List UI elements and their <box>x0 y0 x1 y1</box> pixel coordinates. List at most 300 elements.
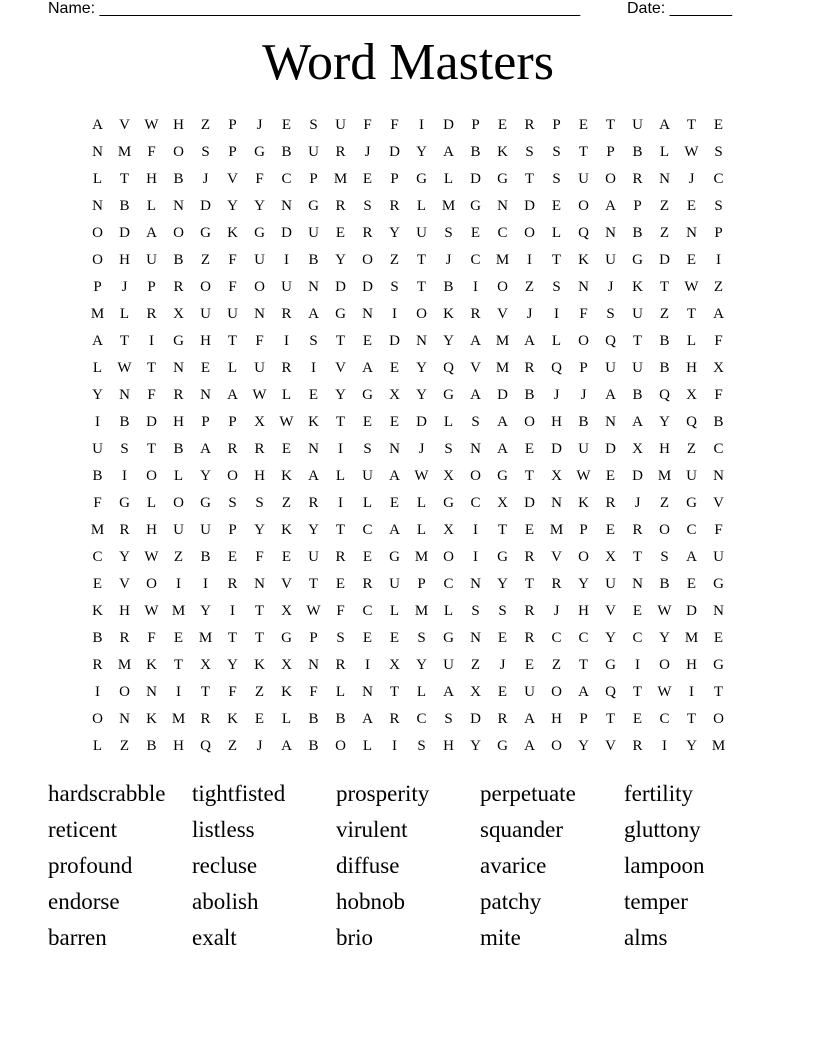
grid-letter: B <box>92 468 103 484</box>
grid-letter: V <box>713 495 724 511</box>
grid-letter: N <box>92 144 103 160</box>
grid-letter: W <box>684 144 699 160</box>
grid-letter: P <box>228 414 237 430</box>
grid-letter: R <box>173 387 184 403</box>
grid-letter: J <box>634 495 641 511</box>
grid-letter: B <box>308 738 319 754</box>
grid-letter: R <box>632 171 643 187</box>
grid-letter: W <box>279 414 294 430</box>
grid-letter: D <box>362 279 373 295</box>
grid-letter: K <box>578 252 589 268</box>
grid-letter: H <box>254 468 265 484</box>
grid-letter: U <box>362 468 373 484</box>
grid-letter: R <box>335 657 346 673</box>
grid-letter: N <box>416 333 427 349</box>
grid-letter: Y <box>686 738 697 754</box>
grid-letter: J <box>553 603 560 619</box>
grid-letter: I <box>473 549 478 565</box>
grid-letter: R <box>308 495 319 511</box>
grid-letter: O <box>173 495 184 511</box>
grid-letter: F <box>579 306 588 322</box>
grid-letter: P <box>714 225 723 241</box>
grid-letter: O <box>362 252 373 268</box>
grid-letter: K <box>92 603 103 619</box>
grid-letter: D <box>146 414 157 430</box>
grid-letter: H <box>659 441 670 457</box>
grid-letter: H <box>146 522 157 538</box>
grid-letter: D <box>470 711 481 727</box>
grid-letter: E <box>389 495 400 511</box>
grid-letter: D <box>200 198 211 214</box>
word-list-item: endorse <box>48 889 120 914</box>
grid-letter: Y <box>308 522 319 538</box>
grid-letter: N <box>173 198 184 214</box>
grid-letter: N <box>308 441 319 457</box>
grid-letter: F <box>255 171 264 187</box>
grid-letter: S <box>444 225 453 241</box>
grid-letter: M <box>414 549 429 565</box>
grid-letter: B <box>119 198 130 214</box>
grid-letter: T <box>605 711 616 727</box>
grid-letter: N <box>308 657 319 673</box>
grid-letter: C <box>416 711 427 727</box>
grid-letter: W <box>144 549 159 565</box>
grid-letter: N <box>605 414 616 430</box>
grid-letter: H <box>146 171 157 187</box>
grid-letter: P <box>147 279 156 295</box>
grid-letter: K <box>497 144 508 160</box>
grid-letter: B <box>146 738 157 754</box>
grid-letter: L <box>416 495 427 511</box>
grid-letter: T <box>173 657 184 673</box>
grid-letter: I <box>122 468 127 484</box>
grid-letter: A <box>497 414 508 430</box>
grid-letter: L <box>227 360 238 376</box>
grid-letter: Y <box>119 549 130 565</box>
grid-letter: A <box>713 306 724 322</box>
grid-letter: M <box>333 171 348 187</box>
grid-letter: R <box>200 711 211 727</box>
grid-letter: L <box>416 522 427 538</box>
grid-letter: B <box>713 414 724 430</box>
grid-letter: N <box>362 684 373 700</box>
grid-letter: R <box>524 603 535 619</box>
grid-letter: Y <box>659 630 670 646</box>
grid-letter: H <box>578 603 589 619</box>
grid-letter: H <box>200 333 211 349</box>
grid-letter: G <box>281 630 292 646</box>
grid-letter: T <box>119 171 130 187</box>
word-list-item: profound <box>48 853 133 878</box>
grid-letter: I <box>284 333 289 349</box>
grid-letter: E <box>578 117 589 133</box>
grid-letter: D <box>416 414 427 430</box>
grid-letter: A <box>605 387 616 403</box>
grid-letter: V <box>119 117 130 133</box>
grid-letter: T <box>686 711 697 727</box>
word-list-item: reticent <box>48 817 117 842</box>
grid-letter: E <box>389 360 400 376</box>
grid-letter: S <box>525 144 534 160</box>
grid-letter: O <box>146 576 157 592</box>
grid-letter: O <box>659 522 670 538</box>
grid-letter: T <box>632 684 643 700</box>
grid-letter: P <box>228 144 237 160</box>
grid-letter: M <box>90 522 105 538</box>
grid-letter: H <box>686 657 697 673</box>
grid-letter: Z <box>659 198 670 214</box>
grid-letter: N <box>119 711 130 727</box>
grid-letter: H <box>119 603 130 619</box>
grid-letter: B <box>632 387 643 403</box>
grid-letter: R <box>146 306 157 322</box>
grid-letter: T <box>578 657 589 673</box>
grid-letter: W <box>252 387 267 403</box>
grid-letter: Y <box>92 387 103 403</box>
grid-letter: E <box>362 630 373 646</box>
grid-letter: A <box>524 738 535 754</box>
grid-letter: R <box>389 711 400 727</box>
grid-letter: F <box>255 333 264 349</box>
grid-letter: Y <box>227 657 238 673</box>
grid-letter: F <box>228 279 237 295</box>
grid-letter: T <box>686 117 697 133</box>
grid-letter: C <box>551 630 562 646</box>
grid-letter: S <box>390 279 399 295</box>
grid-letter: I <box>392 738 397 754</box>
grid-letter: M <box>90 306 105 322</box>
grid-letter: R <box>254 441 265 457</box>
grid-letter: E <box>281 117 292 133</box>
grid-letter: L <box>443 171 454 187</box>
grid-letter: C <box>686 522 697 538</box>
grid-letter: S <box>552 279 561 295</box>
grid-letter: X <box>686 387 697 403</box>
grid-letter: I <box>527 252 532 268</box>
grid-letter: B <box>443 279 454 295</box>
grid-letter: E <box>713 630 724 646</box>
grid-letter: R <box>524 549 535 565</box>
grid-letter: L <box>362 495 373 511</box>
word-list-item: prosperity <box>336 781 430 806</box>
grid-letter: O <box>659 657 670 673</box>
grid-letter: Y <box>254 198 265 214</box>
grid-letter: N <box>713 603 724 619</box>
grid-letter: J <box>553 387 560 403</box>
grid-letter: S <box>714 144 723 160</box>
grid-letter: Q <box>443 360 454 376</box>
grid-letter: S <box>444 441 453 457</box>
grid-letter: S <box>255 495 264 511</box>
grid-letter: Z <box>281 495 292 511</box>
grid-letter: M <box>171 603 186 619</box>
grid-letter: N <box>632 576 643 592</box>
grid-letter: T <box>524 171 535 187</box>
grid-letter: S <box>363 441 372 457</box>
grid-letter: D <box>659 252 670 268</box>
grid-letter: O <box>524 225 535 241</box>
grid-letter: O <box>578 333 589 349</box>
grid-letter: H <box>173 414 184 430</box>
grid-letter: F <box>309 684 318 700</box>
word-list-item: exalt <box>192 925 237 950</box>
grid-letter: W <box>576 468 591 484</box>
grid-letter: D <box>335 279 346 295</box>
grid-letter: X <box>200 657 211 673</box>
grid-letter: Z <box>200 252 211 268</box>
grid-letter: G <box>713 576 724 592</box>
grid-letter: G <box>686 495 697 511</box>
grid-letter: L <box>92 171 103 187</box>
grid-letter: L <box>119 306 130 322</box>
grid-letter: J <box>364 144 371 160</box>
word-list-item: mite <box>480 925 521 950</box>
word-list-item: diffuse <box>336 853 400 878</box>
grid-letter: X <box>497 495 508 511</box>
grid-letter: E <box>686 576 697 592</box>
grid-letter: G <box>173 333 184 349</box>
grid-letter: L <box>362 738 373 754</box>
word-list <box>48 776 768 956</box>
grid-letter: R <box>632 522 643 538</box>
grid-letter: C <box>497 225 508 241</box>
grid-letter: N <box>605 225 616 241</box>
grid-letter: K <box>281 684 292 700</box>
grid-letter: E <box>335 576 346 592</box>
grid-letter: S <box>309 117 318 133</box>
grid-letter: O <box>551 738 562 754</box>
grid-letter: S <box>552 171 561 187</box>
grid-letter: Y <box>416 387 427 403</box>
grid-letter: I <box>635 657 640 673</box>
grid-letter: N <box>173 360 184 376</box>
grid-letter: F <box>147 144 156 160</box>
grid-letter: X <box>281 657 292 673</box>
grid-letter: O <box>92 225 103 241</box>
grid-letter: L <box>551 225 562 241</box>
grid-letter: T <box>578 144 589 160</box>
grid-letter: L <box>92 738 103 754</box>
grid-letter: M <box>441 198 456 214</box>
grid-letter: G <box>389 549 400 565</box>
grid-letter: U <box>227 306 238 322</box>
grid-letter: T <box>200 684 211 700</box>
grid-letter: G <box>200 495 211 511</box>
grid-letter: O <box>335 738 346 754</box>
word-list-item: perpetuate <box>480 781 576 806</box>
header <box>48 0 748 22</box>
grid-letter: J <box>499 657 506 673</box>
grid-letter: W <box>117 360 132 376</box>
grid-letter: E <box>497 117 508 133</box>
grid-letter: L <box>146 495 157 511</box>
grid-letter: A <box>200 441 211 457</box>
grid-letter: U <box>443 657 454 673</box>
grid-letter: S <box>417 738 426 754</box>
grid-letter: T <box>335 414 346 430</box>
grid-letter: T <box>119 333 130 349</box>
grid-letter: E <box>281 549 292 565</box>
grid-letter: T <box>227 333 238 349</box>
grid-letter: E <box>686 198 697 214</box>
word-list-item: alms <box>624 925 668 950</box>
grid-letter: Z <box>389 252 400 268</box>
grid-letter: Y <box>416 657 427 673</box>
grid-letter: C <box>632 630 643 646</box>
grid-letter: O <box>524 414 535 430</box>
grid-letter: T <box>335 333 346 349</box>
grid-letter: O <box>200 279 211 295</box>
grid-letter: Y <box>497 576 508 592</box>
grid-letter: U <box>254 360 265 376</box>
grid-letter: U <box>308 225 319 241</box>
grid-letter: I <box>473 522 478 538</box>
grid-letter: W <box>657 684 672 700</box>
grid-letter: P <box>579 522 588 538</box>
grid-letter: F <box>714 522 723 538</box>
grid-letter: G <box>713 657 724 673</box>
grid-letter: K <box>146 711 157 727</box>
grid-letter: M <box>117 657 132 673</box>
grid-letter: N <box>659 171 670 187</box>
grid-letter: E <box>497 630 508 646</box>
grid-letter: U <box>389 576 400 592</box>
grid-letter: U <box>146 252 157 268</box>
grid-letter: T <box>605 117 616 133</box>
grid-letter: T <box>146 360 157 376</box>
grid-letter: E <box>335 225 346 241</box>
grid-letter: T <box>146 441 157 457</box>
grid-letter: L <box>335 468 346 484</box>
grid-letter: Z <box>713 279 724 295</box>
grid-letter: S <box>363 198 372 214</box>
grid-letter: B <box>200 549 211 565</box>
grid-letter: W <box>306 603 321 619</box>
grid-letter: R <box>335 198 346 214</box>
grid-letter: E <box>686 252 697 268</box>
grid-letter: R <box>281 360 292 376</box>
grid-letter: E <box>524 522 535 538</box>
grid-letter: Y <box>335 387 346 403</box>
grid-letter: F <box>228 684 237 700</box>
grid-letter: X <box>389 657 400 673</box>
grid-letter: T <box>632 549 643 565</box>
grid-letter: O <box>92 252 103 268</box>
grid-letter: G <box>632 252 643 268</box>
grid-letter: U <box>200 306 211 322</box>
grid-letter: G <box>254 225 265 241</box>
grid-letter: E <box>281 441 292 457</box>
grid-letter: E <box>362 333 373 349</box>
grid-letter: G <box>497 549 508 565</box>
date-field-label: Date: _______ <box>627 0 732 17</box>
grid-letter: S <box>552 144 561 160</box>
grid-letter: X <box>443 522 454 538</box>
grid-letter: E <box>470 225 481 241</box>
grid-letter: O <box>416 306 427 322</box>
grid-letter: S <box>336 630 345 646</box>
grid-letter: C <box>362 603 373 619</box>
grid-letter: O <box>713 711 724 727</box>
grid-letter: P <box>201 414 210 430</box>
grid-letter: R <box>362 576 373 592</box>
grid-letter: S <box>417 630 426 646</box>
grid-letter: V <box>335 360 346 376</box>
grid-letter: T <box>254 603 265 619</box>
grid-letter: A <box>362 360 373 376</box>
grid-letter: Z <box>173 549 184 565</box>
grid-letter: N <box>119 387 130 403</box>
grid-letter: A <box>605 198 616 214</box>
grid-letter: T <box>227 630 238 646</box>
grid-letter: Y <box>443 333 454 349</box>
grid-letter: N <box>362 306 373 322</box>
grid-letter: U <box>308 144 319 160</box>
grid-letter: M <box>684 630 699 646</box>
grid-letter: S <box>444 711 453 727</box>
grid-letter: O <box>227 468 238 484</box>
word-list-item: hardscrabble <box>48 781 166 806</box>
grid-letter: Z <box>470 657 481 673</box>
grid-letter: X <box>389 387 400 403</box>
grid-letter: Z <box>524 279 535 295</box>
grid-letter: S <box>498 603 507 619</box>
grid-letter: G <box>497 738 508 754</box>
grid-letter: X <box>470 684 481 700</box>
grid-letter: K <box>227 711 238 727</box>
grid-letter: H <box>551 711 562 727</box>
grid-letter: E <box>227 549 238 565</box>
word-list-item: temper <box>624 889 688 914</box>
grid-letter: R <box>335 549 346 565</box>
grid-letter: R <box>362 225 373 241</box>
grid-letter: D <box>524 495 535 511</box>
grid-letter: J <box>526 306 533 322</box>
grid-letter: X <box>632 441 643 457</box>
grid-letter: K <box>632 279 643 295</box>
grid-letter: D <box>389 144 400 160</box>
grid-letter: W <box>414 468 429 484</box>
grid-letter: I <box>338 495 343 511</box>
grid-letter: R <box>524 630 535 646</box>
grid-letter: K <box>281 522 292 538</box>
grid-letter: I <box>311 360 316 376</box>
word-list-item: gluttony <box>624 817 701 842</box>
grid-letter: A <box>281 738 292 754</box>
grid-letter: G <box>443 630 454 646</box>
grid-letter: D <box>551 441 562 457</box>
grid-letter: B <box>524 387 535 403</box>
grid-letter: N <box>389 441 400 457</box>
grid-letter: J <box>202 171 209 187</box>
grid-letter: U <box>713 549 724 565</box>
grid-letter: T <box>524 468 535 484</box>
grid-letter: L <box>281 387 292 403</box>
grid-letter: L <box>443 414 454 430</box>
grid-letter: B <box>632 144 643 160</box>
grid-letter: P <box>417 576 426 592</box>
grid-letter: E <box>173 630 184 646</box>
grid-letter: E <box>551 198 562 214</box>
grid-letter: N <box>200 387 211 403</box>
grid-letter: R <box>335 144 346 160</box>
grid-letter: E <box>605 468 616 484</box>
grid-letter: Z <box>254 684 265 700</box>
grid-letter: Q <box>200 738 211 754</box>
grid-letter: P <box>309 171 318 187</box>
grid-letter: K <box>578 495 589 511</box>
grid-letter: S <box>471 414 480 430</box>
